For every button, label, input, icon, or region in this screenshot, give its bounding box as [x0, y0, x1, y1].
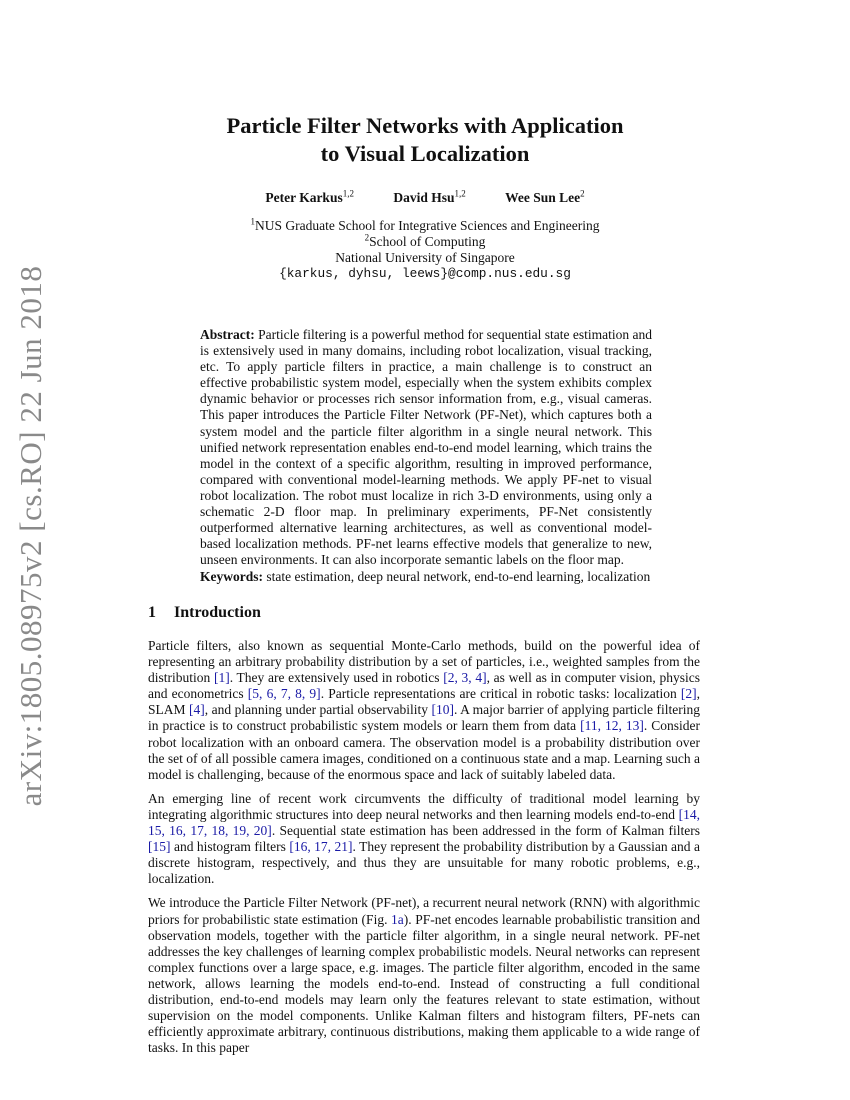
section-heading: [148, 604, 261, 622]
affiliation: $^2$School of Computing: [364, 232, 486, 249]
title-line-1: Particle Filter Networks with Application: [226, 113, 624, 138]
paragraph: We introduce the Particle Filter Network (PF-net), a recurrent neural network (RNN) with algorithmic priors for probabilistic state estimation (Fig. 1a). PF-net encodes learnable probabilistic transition and observation models, together with the particle filter algorithm, in a single neural network. PF-net addresses the key challenges of learning complex probabilistic models. Neural networks can represent complex functions over a large space, e.g. images. The particle filter algorithm, encoded in the same network, allows learning the models end-to-end. Instead of constructing a full conditional distribution, end-to-end models may learn only the features relevant to state estimation, without supervision on the model components. Unlike Kalman filters and histogram filters, PF-nets can efficiently approximate arbitrary, continuous distributions, making them applicable to a wide range of tasks. In this paper: [148, 895, 700, 1056]
citation-link[interactable]: [4]: [189, 702, 205, 718]
keywords-label: Keywords:: [200, 569, 263, 584]
citation-link[interactable]: [14, 15, 16, 17, 18, 19, 20]: [148, 806, 700, 839]
body-text: [148, 638, 700, 1064]
arxiv-identifier: arXiv:1805.08975v2 [cs.RO] 22 Jun 2018: [13, 265, 48, 807]
affiliations: [0, 218, 850, 282]
paper-title: [0, 112, 850, 168]
keywords: [200, 569, 660, 585]
section-number: 1: [148, 604, 156, 621]
citation-link[interactable]: [5, 6, 7, 8, 9]: [247, 686, 321, 702]
paragraph: An emerging line of recent work circumvents the difficulty of traditional model learning by integrating algorithmic structures into deep neural networks and then learning models end-to-end [14, 15, 16, 17, 18, 19, 20]. Sequential state estimation has been addressed in the form of Kalman filters [15] and histogram filters [16, 17, 21]. They represent the probability distribution by a Gaussian and a discrete histogram, respectively, and thus they are unsuitable for many robotic problems, e.g., localization.: [148, 790, 700, 887]
title-line-2: to Visual Localization: [320, 141, 530, 166]
paragraph: Particle filters, also known as sequential Monte-Carlo methods, build on the powerful idea of representing an arbitrary probability distribution by a set of particles, i.e., weighted samples from the distribution [1]. They are extensively used in robotics [2, 3, 4], as well as in computer vision, physics and econometrics [5, 6, 7, 8, 9]. Particle representations are critical in robotic tasks: localization [2], SLAM [4], and planning under partial observability [10]. A major barrier of applying particle filtering in practice is to construct probabilistic system models or learn them from data [11, 12, 13]. Consider robot localization with an onboard camera. The observation model is a probability distribution over the set of of all possible camera images, conditioned on a continuous state and a map. Learning such a model is challenging, because of the enormous space and lack of suitably labeled data.: [148, 638, 700, 782]
citation-link[interactable]: [11, 12, 13]: [580, 718, 644, 734]
abstract-text: Particle filtering is a powerful method for sequential state estimation and is extensively used in many domains, including robot localization, visual tracking, etc. To apply particle filters in practice, a main challenge is to construct an effective probabilistic system model, especially when the system exhibits complex dynamic behavior or processes rich sensor information from, e.g., visual cameras. This paper introduces the Particle Filter Network (PF-Net), which captures both a system model and the particle filter algorithm in a single neural network. This unified network representation enables end-to-end model learning, which trains the model in the context of a specific algorithm, resulting in improved performance, compared with conventional model-learning methods. We apply PF-net to visual robot localization. The robot must localize in rich 3-D environments, using only a schematic 2-D floor map. In preliminary experiments, PF-Net consistently outperformed alternative learning architectures, as well as conventional model-based localization methods. PF-net learns effective models that generalize to new, unseen environments. It can also incorporate semantic labels on the floor map.: [200, 327, 653, 568]
citation-link[interactable]: [1]: [213, 670, 230, 686]
author-emails: {karkus, dyhsu, leews}@comp.nus.edu.sg: [279, 266, 571, 281]
author-list: [0, 190, 850, 206]
citation-link[interactable]: [10]: [431, 702, 455, 718]
author: Peter Karkus$^{1,2}$: [265, 188, 354, 205]
citation-link[interactable]: [15]: [148, 839, 171, 855]
affiliation: $^1$NUS Graduate School for Integrative Sciences and Engineering: [250, 216, 600, 233]
section-title: Introduction: [174, 604, 261, 621]
keywords-text: state estimation, deep neural network, end-to-end learning, localization: [266, 569, 651, 584]
figure-ref-link[interactable]: 1a: [391, 911, 404, 927]
affiliation: National University of Singapore: [335, 250, 515, 265]
abstract: [200, 327, 652, 568]
citation-link[interactable]: [2]: [680, 686, 697, 702]
author: Wee Sun Lee$^2$: [505, 188, 585, 205]
author: David Hsu$^{1,2}$: [393, 188, 466, 205]
abstract-label: Abstract:: [200, 327, 255, 342]
citation-link[interactable]: [16, 17, 21]: [289, 839, 353, 855]
arxiv-sidebar: [8, 265, 54, 807]
citation-link[interactable]: [2, 3, 4]: [443, 670, 487, 686]
